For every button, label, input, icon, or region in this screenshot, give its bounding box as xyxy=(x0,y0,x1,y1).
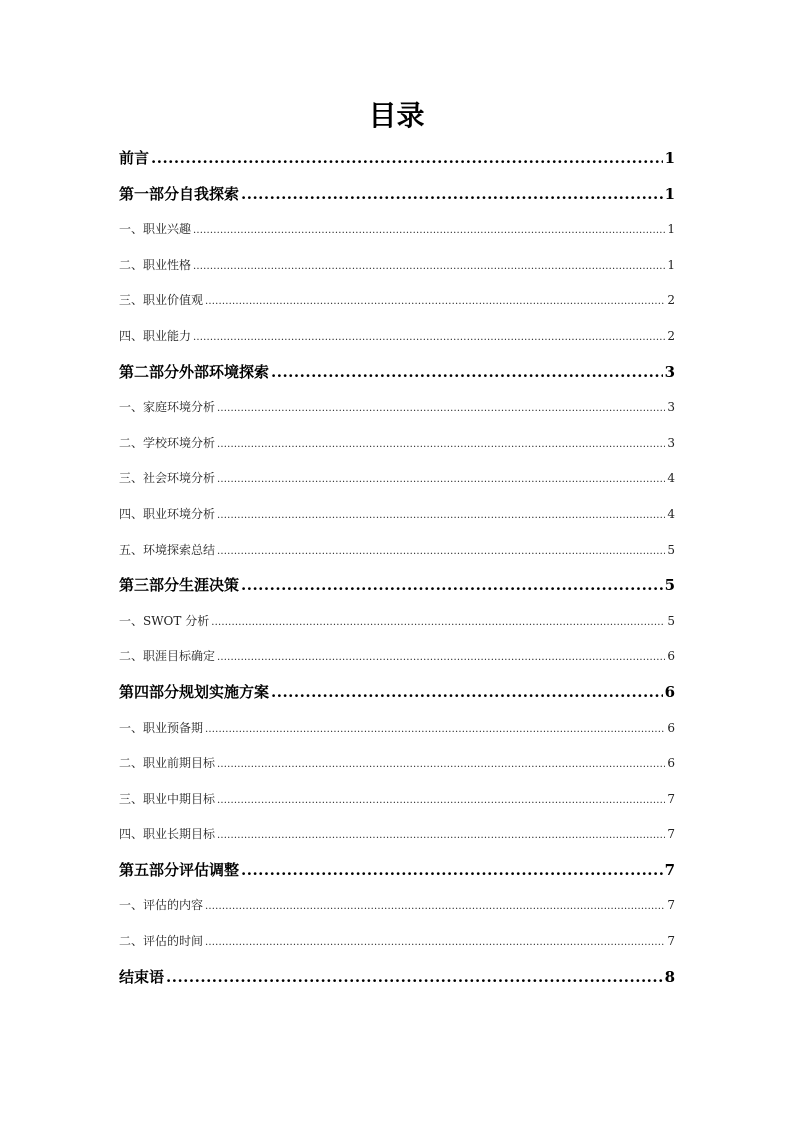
toc-dot-leader xyxy=(166,963,663,991)
toc-entry-page-number: 5 xyxy=(667,542,675,557)
toc-entry-subsection[interactable] xyxy=(119,464,675,500)
toc-entry-page-number: 6 xyxy=(667,756,675,771)
toc-entry-page-number: 2 xyxy=(667,328,675,343)
toc-entry-section[interactable] xyxy=(119,571,675,607)
toc-dot-leader xyxy=(217,466,665,494)
toc-dot-leader xyxy=(217,644,665,672)
toc-entry-label: 五、环境探索总结 xyxy=(119,542,216,557)
toc-entry-subsection[interactable] xyxy=(119,429,675,465)
toc-dot-leader xyxy=(271,358,663,386)
toc-dot-leader xyxy=(271,678,663,706)
toc-entry-label: 一、SWOT 分析 xyxy=(119,613,210,628)
toc-dot-leader xyxy=(241,856,663,884)
toc-dot-leader xyxy=(241,180,663,208)
toc-dot-leader xyxy=(217,395,665,423)
toc-entry-page-number: 5 xyxy=(664,576,675,595)
toc-entry-label: 三、职业价值观 xyxy=(119,293,204,308)
toc-dot-leader xyxy=(217,538,665,566)
toc-entry-subsection[interactable] xyxy=(119,927,675,963)
toc-dot-leader xyxy=(151,144,663,172)
toc-entry-label: 结束语 xyxy=(119,967,165,986)
toc-entry-label: 三、职业中期目标 xyxy=(119,791,216,806)
toc-entry-label: 第四部分规划实施方案 xyxy=(119,682,270,701)
toc-entry-subsection[interactable] xyxy=(119,749,675,785)
toc-entry-page-number: 1 xyxy=(667,257,675,272)
toc-entry-subsection[interactable] xyxy=(119,500,675,536)
toc-entry-page-number: 4 xyxy=(667,471,675,486)
toc-entry-page-number: 1 xyxy=(664,184,675,203)
toc-entry-label: 二、学校环境分析 xyxy=(119,435,216,450)
toc-entry-section[interactable] xyxy=(119,856,675,892)
toc-entry-page-number: 7 xyxy=(667,934,675,949)
toc-entry-page-number: 1 xyxy=(667,222,675,237)
toc-entry-subsection[interactable] xyxy=(119,714,675,750)
toc-entry-label: 四、职业环境分析 xyxy=(119,506,216,521)
toc-entry-subsection[interactable] xyxy=(119,215,675,251)
toc-entry-subsection[interactable] xyxy=(119,251,675,287)
toc-entry-page-number: 3 xyxy=(667,400,675,415)
toc-entry-label: 一、家庭环境分析 xyxy=(119,400,216,415)
toc-dot-leader xyxy=(193,324,665,352)
toc-dot-leader xyxy=(193,253,665,281)
toc-entry-section[interactable] xyxy=(119,358,675,394)
toc-entry-label: 第一部分自我探索 xyxy=(119,184,240,203)
toc-entry-section[interactable] xyxy=(119,180,675,216)
toc-entry-page-number: 4 xyxy=(667,506,675,521)
toc-entry-page-number: 7 xyxy=(667,791,675,806)
toc-entry-label: 二、职业性格 xyxy=(119,257,192,272)
toc-entry-page-number: 8 xyxy=(664,967,675,986)
toc-entry-subsection[interactable] xyxy=(119,820,675,856)
toc-entry-label: 三、社会环境分析 xyxy=(119,471,216,486)
toc-entry-subsection[interactable] xyxy=(119,536,675,572)
toc-title: 目录 xyxy=(368,99,425,132)
toc-dot-leader xyxy=(211,609,665,637)
toc-entry-page-number: 5 xyxy=(667,613,675,628)
toc-dot-leader xyxy=(217,787,665,815)
toc-entry-subsection[interactable] xyxy=(119,891,675,927)
toc-dot-leader xyxy=(193,217,665,245)
toc-entry-section[interactable] xyxy=(119,678,675,714)
toc-dot-leader xyxy=(217,822,665,850)
toc-entry-label: 前言 xyxy=(119,149,150,167)
toc-entry-subsection[interactable] xyxy=(119,642,675,678)
toc-dot-leader xyxy=(241,571,663,599)
toc-entry-label: 第三部分生涯决策 xyxy=(119,576,240,595)
toc-dot-leader xyxy=(205,288,665,316)
toc-entry-page-number: 1 xyxy=(664,149,675,167)
toc-entry-label: 第二部分外部环境探索 xyxy=(119,362,270,381)
toc-entry-page-number: 2 xyxy=(667,293,675,308)
toc-entry-page-number: 7 xyxy=(667,827,675,842)
toc-entry-label: 第五部分评估调整 xyxy=(119,860,240,879)
toc-dot-leader xyxy=(217,502,665,530)
toc-entry-subsection[interactable] xyxy=(119,785,675,821)
toc-entry-label: 二、评估的时间 xyxy=(119,934,204,949)
toc-dot-leader xyxy=(205,893,665,921)
toc-entry-subsection[interactable] xyxy=(119,286,675,322)
toc-entry-page-number: 7 xyxy=(667,898,675,913)
toc-entry-subsection[interactable] xyxy=(119,322,675,358)
toc-dot-leader xyxy=(217,431,665,459)
toc-entry-page-number: 7 xyxy=(664,860,675,879)
toc-dot-leader xyxy=(205,716,665,744)
toc-dot-leader xyxy=(205,929,665,957)
toc-list xyxy=(119,144,675,998)
toc-entry-label: 四、职业长期目标 xyxy=(119,827,216,842)
toc-entry-label: 一、评估的内容 xyxy=(119,898,204,913)
toc-entry-label: 二、职涯目标确定 xyxy=(119,649,216,664)
toc-entry-page-number: 6 xyxy=(664,682,675,701)
toc-entry-section[interactable] xyxy=(119,144,675,180)
toc-entry-section[interactable] xyxy=(119,963,675,999)
toc-entry-subsection[interactable] xyxy=(119,393,675,429)
toc-entry-page-number: 3 xyxy=(667,435,675,450)
toc-entry-label: 二、职业前期目标 xyxy=(119,756,216,771)
toc-entry-label: 一、职业预备期 xyxy=(119,720,204,735)
toc-entry-page-number: 3 xyxy=(664,362,675,381)
toc-entry-subsection[interactable] xyxy=(119,607,675,643)
toc-entry-label: 一、职业兴趣 xyxy=(119,222,192,237)
toc-dot-leader xyxy=(217,751,665,779)
toc-entry-page-number: 6 xyxy=(667,720,675,735)
toc-entry-label: 四、职业能力 xyxy=(119,328,192,343)
toc-entry-page-number: 6 xyxy=(667,649,675,664)
